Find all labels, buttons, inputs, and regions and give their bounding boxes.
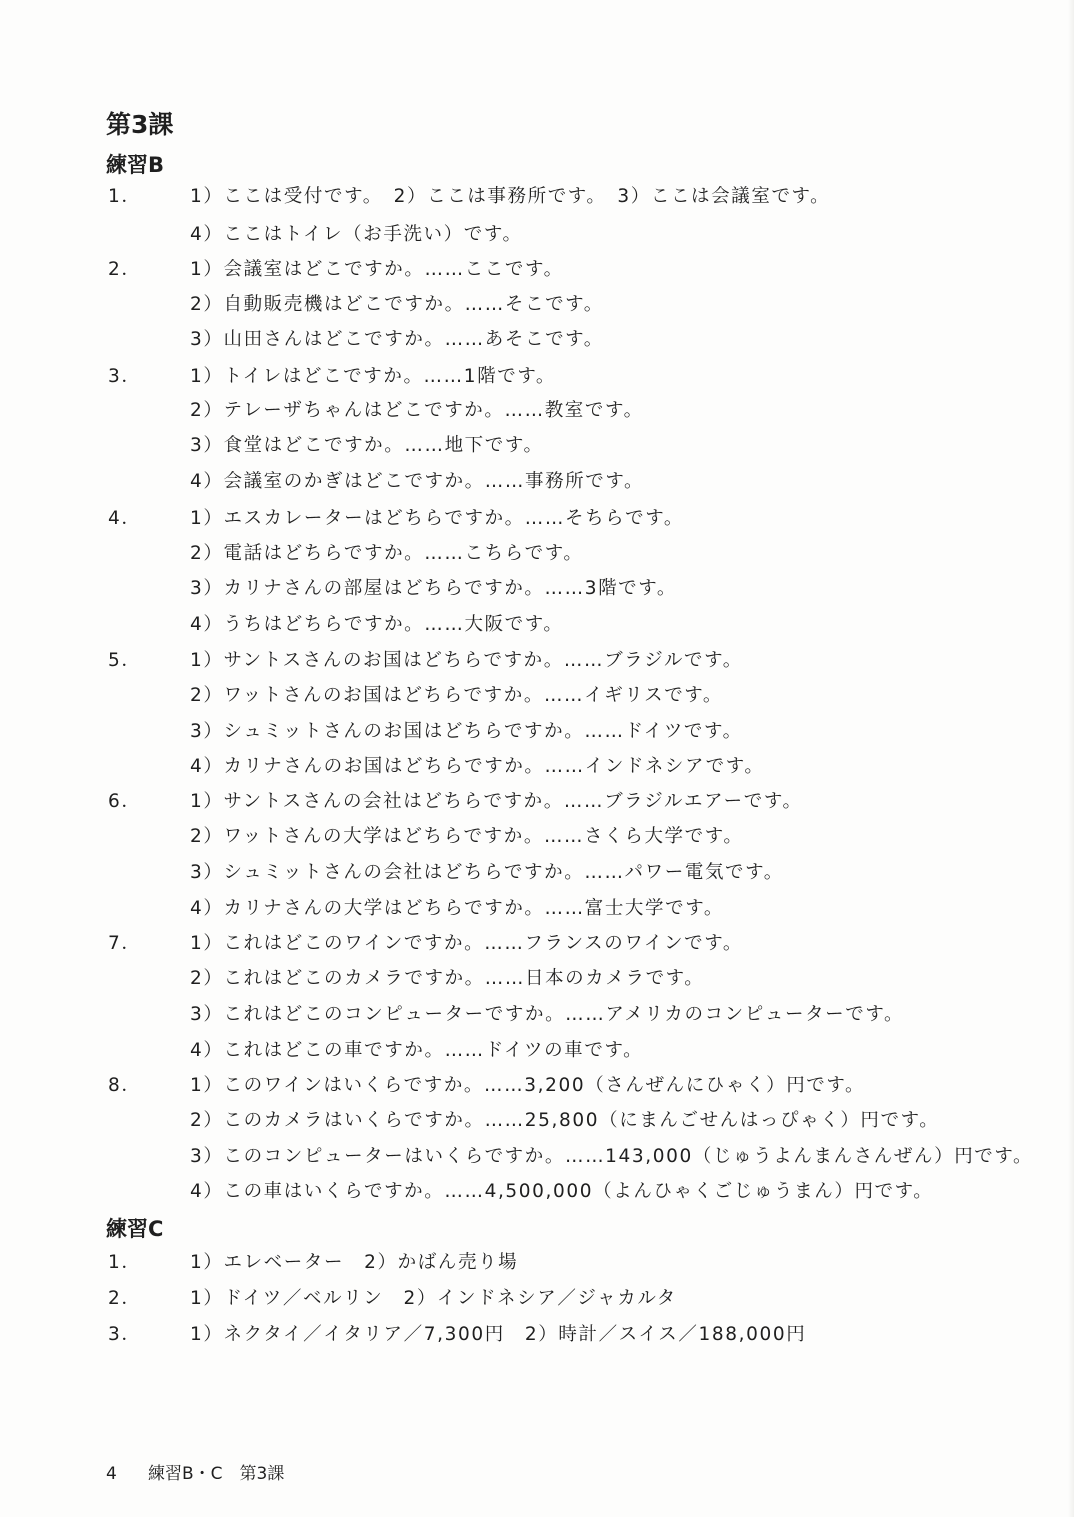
exercise-text: 2）電話はどちらですか。……こちらです。 (190, 543, 584, 564)
exercise-text: 4）会議室のかぎはどこですか。……事務所です。 (190, 471, 645, 492)
exercise-text: 1）このワインはいくらですか。……3,200（さんぜんにひゃく）円です。 (190, 1075, 866, 1096)
exercise-text: 1）ここは受付です。 2）ここは事務所です。 3）ここは会議室です。 (190, 186, 831, 207)
exercise-number: 8． (108, 1075, 142, 1096)
section-title-b: 練習B (106, 153, 165, 177)
exercise-text: 2）これはどこのカメラですか。……日本のカメラです。 (190, 968, 705, 989)
exercise-text: 4）うちはどちらですか。……大阪です。 (190, 614, 564, 635)
exercise-text: 3）これはどこのコンピューターですか。……アメリカのコンピューターです。 (190, 1004, 905, 1025)
exercise-text: 3）山田さんはどこですか。……あそこです。 (190, 329, 604, 350)
exercise-text: 1）ネクタイ／イタリア／7,300円 2）時計／スイス／188,000円 (190, 1324, 807, 1345)
exercise-text: 2）テレーザちゃんはどこですか。……教室です。 (190, 400, 644, 421)
exercise-text: 1）会議室はどこですか。……ここです。 (190, 259, 564, 280)
exercise-text: 4）これはどこの車ですか。……ドイツの車です。 (190, 1040, 644, 1061)
exercise-text: 2）このカメラはいくらですか。……25,800（にまんごせんはっぴゃく）円です。 (190, 1110, 940, 1131)
scan-shadow (1068, 0, 1074, 1517)
exercise-text: 1）トイレはどこですか。……1階です。 (190, 366, 557, 387)
exercise-number: 2． (108, 259, 142, 280)
footer-title: 練習B・C 第3課 (148, 1464, 285, 1484)
exercise-number: 1． (108, 186, 142, 207)
exercise-text: 1）エスカレーターはどちらですか。……そちらです。 (190, 508, 684, 529)
exercise-text: 3）シュミットさんのお国はどちらですか。……ドイツです。 (190, 721, 743, 742)
lesson-title: 第3課 (106, 110, 174, 139)
exercise-text: 2）ワットさんのお国はどちらですか。……イギリスです。 (190, 685, 724, 706)
exercise-text: 4）ここはトイレ（お手洗い）です。 (190, 224, 523, 245)
page-number: 4 (106, 1464, 117, 1484)
exercise-number: 4． (108, 508, 142, 529)
exercise-text: 3）カリナさんの部屋はどちらですか。……3階です。 (190, 578, 678, 599)
exercise-text: 1）ドイツ／ベルリン 2）インドネシア／ジャカルタ (190, 1288, 677, 1309)
exercise-text: 1）これはどこのワインですか。……フランスのワインです。 (190, 933, 743, 954)
exercise-number: 1． (108, 1252, 142, 1273)
exercise-text: 3）このコンピューターはいくらですか。……143,000（じゅうよんまんさんぜん）円です。 (190, 1146, 1034, 1167)
exercise-number: 3． (108, 1324, 142, 1345)
section-title-c: 練習C (106, 1217, 164, 1241)
exercise-text: 1）サントスさんの会社はどちらですか。……ブラジルエアーです。 (190, 791, 803, 812)
exercise-number: 7． (108, 933, 142, 954)
exercise-text: 4）カリナさんの大学はどちらですか。……富士大学です。 (190, 898, 724, 919)
exercise-number: 5． (108, 650, 142, 671)
exercise-text: 2）ワットさんの大学はどちらですか。……さくら大学です。 (190, 826, 744, 847)
page-footer (106, 1459, 284, 1484)
exercise-text: 2）自動販売機はどこですか。……そこです。 (190, 294, 604, 315)
exercise-text: 3）シュミットさんの会社はどちらですか。……パワー電気です。 (190, 862, 784, 883)
exercise-text: 1）サントスさんのお国はどちらですか。……ブラジルです。 (190, 650, 743, 671)
exercise-text: 1）エレベーター 2）かばん売り場 (190, 1252, 519, 1273)
exercise-text: 3）食堂はどこですか。……地下です。 (190, 435, 544, 456)
exercise-text: 4）この車はいくらですか。……4,500,000（よんひゃくごじゅうまん）円です。 (190, 1181, 934, 1202)
exercise-number: 2． (108, 1288, 142, 1309)
exercise-text: 4）カリナさんのお国はどちらですか。……インドネシアです。 (190, 756, 765, 777)
exercise-number: 6． (108, 791, 142, 812)
exercise-number: 3． (108, 366, 142, 387)
